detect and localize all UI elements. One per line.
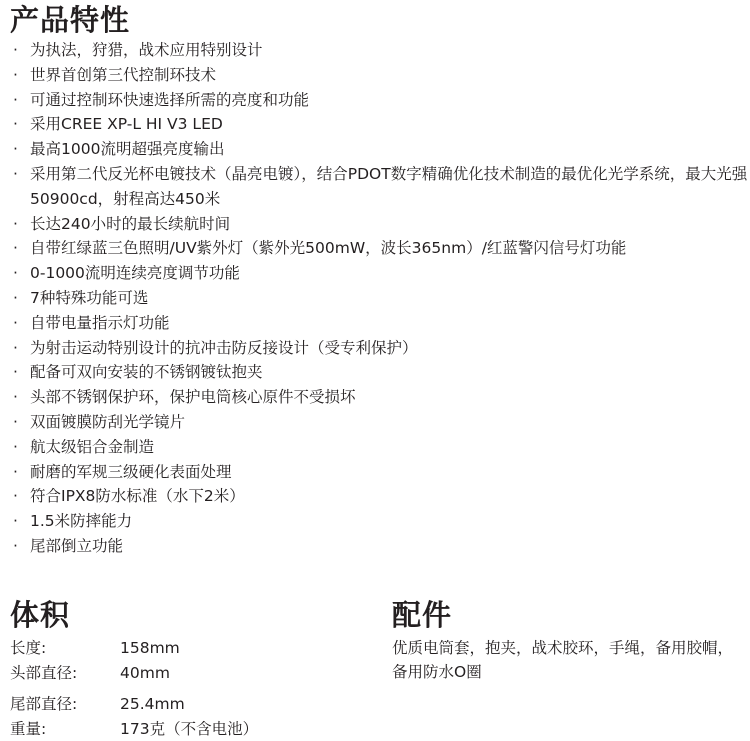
feature-item	[10, 435, 748, 460]
features-list	[10, 38, 748, 559]
bullet-icon: ·	[13, 462, 18, 481]
feature-text: 符合IPX8防水标准（水下2米）	[30, 487, 245, 506]
bullet-icon: ·	[13, 264, 18, 283]
bullet-icon: ·	[13, 65, 18, 84]
feature-text: 尾部倒立功能	[30, 536, 124, 555]
dimension-row	[10, 717, 370, 741]
feature-text: 自带红绿蓝三色照明/UV紫外灯（紫外光500mW，波长365nm）/红蓝警闪信号灯功能	[30, 239, 627, 258]
dimension-value: 25.4mm	[120, 695, 185, 713]
feature-text: 航太级铝合金制造	[30, 437, 155, 456]
feature-text: 为执法，狩猎，战术应用特别设计	[30, 41, 263, 59]
dimension-label: 长度:	[10, 639, 47, 657]
bullet-icon: ·	[13, 90, 18, 109]
dimension-row	[10, 636, 370, 660]
feature-text: 双面镀膜防刮光学镜片	[30, 412, 186, 431]
feature-text: 最高1000流明超强亮度输出	[30, 140, 225, 159]
accessories-text: 优质电筒套，抱夹，战术胶环，手绳，备用胶帽，备用防水O圈	[392, 639, 734, 681]
feature-item	[10, 212, 748, 237]
feature-item	[10, 236, 748, 261]
dimension-row	[10, 661, 370, 685]
feature-item	[10, 261, 748, 286]
feature-item	[10, 360, 748, 385]
dimension-label: 尾部直径:	[10, 695, 78, 713]
bullet-icon: ·	[13, 313, 18, 332]
dimension-row	[10, 692, 370, 716]
dimension-value: 40mm	[120, 664, 170, 682]
feature-item	[10, 88, 748, 113]
dimensions-heading: 体积	[10, 598, 71, 632]
bullet-icon: ·	[13, 338, 18, 357]
feature-text: 0-1000流明连续亮度调节功能	[30, 264, 240, 283]
feature-item	[10, 38, 748, 63]
bullet-icon: ·	[13, 164, 18, 183]
feature-item	[10, 410, 748, 435]
feature-item	[10, 336, 748, 361]
feature-text: 为射击运动特别设计的抗冲击防反接设计（受专利保护）	[30, 338, 418, 357]
bullet-icon: ·	[13, 388, 18, 407]
feature-item	[10, 460, 748, 485]
feature-text: 耐磨的军规三级硬化表面处理	[30, 462, 232, 481]
bullet-icon: ·	[13, 115, 18, 134]
feature-item	[10, 63, 748, 88]
feature-item	[10, 484, 748, 509]
feature-text: 配备可双向安装的不锈钢镀钛抱夹	[30, 363, 263, 382]
bullet-icon: ·	[13, 214, 18, 233]
dimension-label: 重量:	[10, 720, 47, 738]
feature-item	[10, 534, 748, 559]
feature-text: 自带电量指示灯功能	[30, 313, 170, 332]
bullet-icon: ·	[13, 41, 18, 59]
features-heading: 产品特性	[10, 3, 131, 37]
feature-text: 1.5米防摔能力	[30, 512, 133, 531]
feature-text: 采用第二代反光杯电镀技术（晶亮电镀），结合PDOT数字精确优化技术制造的最优化光学系统，最大光强50900cd，射程高达450米	[30, 164, 748, 208]
feature-item	[10, 112, 748, 137]
feature-text: 可通过控制环快速选择所需的亮度和功能	[30, 90, 310, 109]
feature-text: 长达240小时的最长续航时间	[30, 214, 231, 233]
bullet-icon: ·	[13, 140, 18, 159]
bullet-icon: ·	[13, 512, 18, 531]
accessories-heading: 配件	[392, 598, 453, 632]
bullet-icon: ·	[13, 239, 18, 258]
dimension-label: 头部直径:	[10, 664, 78, 682]
feature-item	[10, 509, 748, 534]
feature-item	[10, 137, 748, 162]
feature-text: 世界首创第三代控制环技术	[30, 65, 217, 84]
bullet-icon: ·	[13, 412, 18, 431]
feature-text: 7种特殊功能可选	[30, 288, 149, 307]
bullet-icon: ·	[13, 288, 18, 307]
feature-item	[10, 385, 748, 410]
feature-text: 采用CREE XP-L HI V3 LED	[30, 115, 223, 134]
dimension-value: 173克（不含电池）	[120, 720, 259, 738]
bullet-icon: ·	[13, 437, 18, 456]
feature-item	[10, 162, 748, 212]
feature-item	[10, 286, 748, 311]
feature-item	[10, 311, 748, 336]
bullet-icon: ·	[13, 536, 18, 555]
bullet-icon: ·	[13, 487, 18, 506]
feature-text: 头部不锈钢保护环，保护电筒核心原件不受损坏	[30, 388, 356, 407]
dimension-value: 158mm	[120, 639, 180, 657]
bullet-icon: ·	[13, 363, 18, 382]
